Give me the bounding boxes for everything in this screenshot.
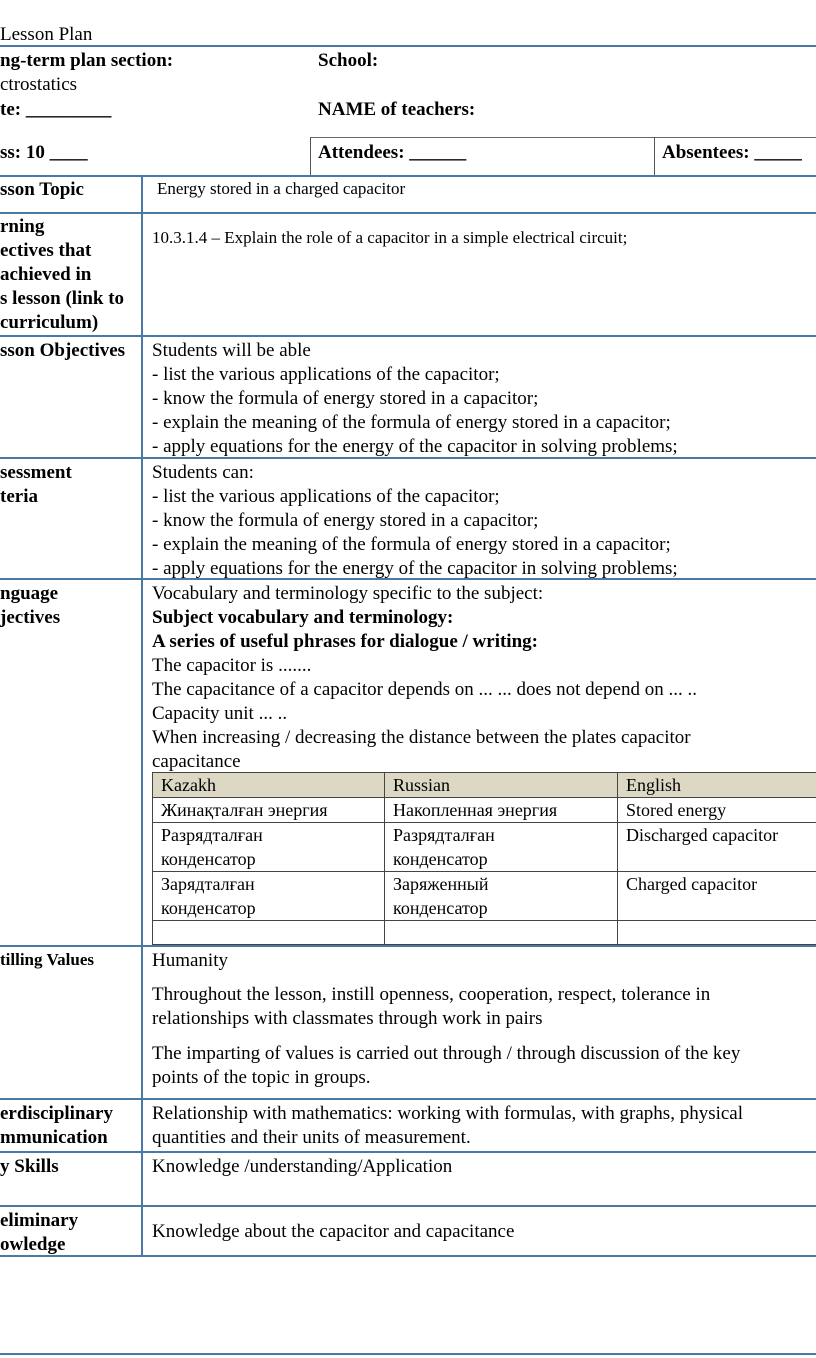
preliminary-knowledge-value: Knowledge about the capacitor and capacitance: [152, 1221, 515, 1242]
date-label: te: _________: [0, 99, 112, 120]
document-title: Lesson Plan: [0, 24, 93, 45]
label-line: teria: [0, 486, 38, 507]
phrase-line: When increasing / decreasing the distance between the plates capacitor: [152, 727, 691, 748]
phrase-line: Capacity unit ... ..: [152, 703, 288, 724]
cell-line: конденсатор: [393, 849, 488, 869]
values-line: points of the topic in groups.: [152, 1067, 371, 1088]
table-cell: [618, 872, 816, 921]
label-line: rning: [0, 216, 45, 237]
table-cell: [618, 921, 816, 945]
label-line: s lesson (link to: [0, 288, 125, 309]
column-header-russian: Russian: [385, 773, 618, 798]
table-cell: [385, 872, 618, 921]
attendance-divider-2: [654, 137, 655, 175]
long-term-plan-value: ctrostatics: [0, 74, 78, 95]
cell-line: Stored energy: [626, 800, 727, 820]
values-line: Throughout the lesson, instill openness, cooperation, respect, tolerance in: [152, 984, 711, 1005]
criteria-line: Students can:: [152, 462, 254, 483]
label-line: achieved in: [0, 264, 92, 285]
row-rule: [0, 335, 816, 337]
phrases-heading: A series of useful phrases for dialogue / writing:: [152, 631, 538, 652]
table-row: [153, 921, 816, 945]
title-rule: [0, 45, 816, 47]
criteria-line: - apply equations for the energy of the capacitor in solving problems;: [152, 558, 678, 579]
criteria-line: - explain the meaning of the formula of energy stored in a capacitor;: [152, 534, 671, 555]
learning-objectives-label: [0, 215, 124, 335]
table-cell: [618, 823, 816, 872]
language-objectives-content: [152, 582, 697, 774]
subject-vocab-heading: Subject vocabulary and terminology:: [152, 607, 454, 628]
values-paragraph-pairs: [152, 983, 710, 1031]
cell-line: Разрядталған: [393, 825, 495, 845]
label-column-divider: [141, 175, 143, 1257]
table-cell: [385, 798, 618, 823]
lesson-topic-value: Energy stored in a charged capacitor: [157, 179, 406, 198]
phrase-line: capacitance: [152, 751, 241, 772]
table-cell: [153, 823, 385, 872]
assessment-criteria-list: [152, 461, 678, 581]
table-cell: [153, 798, 385, 823]
objective-line: - apply equations for the energy of the capacitor in solving problems;: [152, 436, 678, 457]
lesson-topic-label: sson Topic: [0, 179, 84, 200]
criteria-line: - know the formula of energy stored in a capacitor;: [152, 510, 539, 531]
lesson-objectives-label: sson Objectives: [0, 340, 126, 361]
teachers-label: NAME of teachers:: [318, 99, 476, 120]
label-line: eliminary: [0, 1210, 79, 1231]
attendees-label: Attendees: ______: [318, 142, 467, 163]
label-line: erdisciplinary: [0, 1103, 113, 1124]
cell-line: Зарядталған: [161, 874, 255, 894]
label-line: nguage: [0, 583, 59, 604]
attendance-divider-1: [310, 137, 311, 175]
phrase-line: The capacitor is .......: [152, 655, 312, 676]
cell-line: Charged capacitor: [626, 874, 758, 894]
table-cell: [153, 872, 385, 921]
row-rule: [0, 175, 816, 177]
row-rule: [0, 212, 816, 214]
row-rule: [0, 1098, 816, 1100]
long-term-plan-label: ng-term plan section:: [0, 50, 174, 71]
table-header-row: [153, 773, 816, 798]
row-rule: [0, 945, 816, 947]
learning-objectives-value: 10.3.1.4 – Explain the role of a capacitor in a simple electrical circuit;: [152, 228, 628, 247]
phrase-line: The capacitance of a capacitor depends on ... ... does not depend on ... ..: [152, 679, 697, 700]
vocab-intro: Vocabulary and terminology specific to the subject:: [152, 583, 544, 604]
attendance-top-rule: [310, 137, 816, 138]
assessment-criteria-label: [0, 461, 72, 509]
cell-line: Накопленная энергия: [393, 800, 558, 820]
label-line: owledge: [0, 1234, 66, 1255]
values-line: relationships with classmates through work in pairs: [152, 1008, 543, 1029]
row-rule: [0, 1151, 816, 1153]
vocabulary-table: [152, 772, 816, 945]
table-cell: [385, 823, 618, 872]
values-line: The imparting of values is carried out through / through discussion of the key: [152, 1043, 741, 1064]
label-line: jectives: [0, 607, 61, 628]
footer-rule: [0, 1353, 816, 1355]
label-line: sessment: [0, 462, 72, 483]
absentees-label: Absentees: _____: [662, 142, 802, 163]
interdisciplinary-value: [152, 1102, 743, 1150]
row-rule: [0, 1205, 816, 1207]
lesson-objectives-list: [152, 339, 678, 459]
table-cell: [153, 921, 385, 945]
label-line: mmunication: [0, 1127, 108, 1148]
school-label: School:: [318, 50, 379, 71]
interdisciplinary-line: quantities and their units of measurement.: [152, 1127, 471, 1148]
row-rule: [0, 1255, 816, 1257]
cell-line: Разрядталған: [161, 825, 263, 845]
column-header-english: English: [618, 773, 816, 798]
objective-line: - know the formula of energy stored in a capacitor;: [152, 388, 539, 409]
cell-line: Жинақталған энергия: [161, 800, 328, 820]
values-humanity: Humanity: [152, 950, 228, 971]
table-row: [153, 798, 816, 823]
interdisciplinary-label: [0, 1102, 113, 1150]
cell-line: конденсатор: [161, 898, 256, 918]
key-skills-label: y Skills: [0, 1156, 59, 1177]
cell-line: конденсатор: [161, 849, 256, 869]
cell-line: конденсатор: [393, 898, 488, 918]
table-row: [153, 872, 816, 921]
objective-line: - list the various applications of the capacitor;: [152, 364, 500, 385]
label-line: curriculum): [0, 312, 99, 333]
objective-line: Students will be able: [152, 340, 311, 361]
interdisciplinary-line: Relationship with mathematics: working with formulas, with graphs, physical: [152, 1103, 744, 1124]
objective-line: - explain the meaning of the formula of energy stored in a capacitor;: [152, 412, 671, 433]
values-paragraph-groups: [152, 1042, 740, 1090]
table-cell: [618, 798, 816, 823]
table-cell: [385, 921, 618, 945]
table-row: [153, 823, 816, 872]
label-line: ectives that: [0, 240, 92, 261]
class-label: ss: 10 ____: [0, 142, 88, 163]
cell-line: Discharged capacitor: [626, 825, 779, 845]
criteria-line: - list the various applications of the capacitor;: [152, 486, 500, 507]
instilling-values-label: tilling Values: [0, 950, 95, 969]
preliminary-knowledge-label: [0, 1209, 78, 1257]
cell-line: Заряженный: [393, 874, 489, 894]
column-header-kazakh: Kazakh: [153, 773, 385, 798]
language-objectives-label: [0, 582, 60, 630]
key-skills-value: Knowledge /understanding/Application: [152, 1156, 453, 1177]
